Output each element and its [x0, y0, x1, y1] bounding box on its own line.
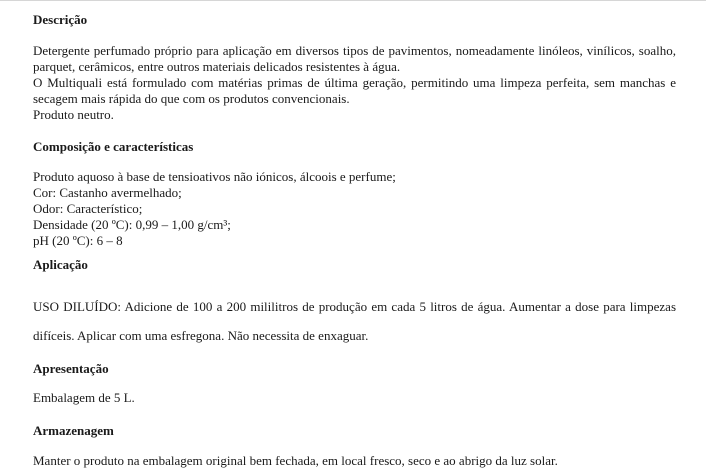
apresentacao-text: Embalagem de 5 L. — [33, 390, 135, 405]
composicao-line: Odor: Característico; — [33, 201, 143, 216]
aplicacao-text: USO DILUÍDO: Adicione de 100 a 200 mililitros de produção em cada 5 litros de água. Aumentar a dose para limpezas difíceis. Aplicar com uma esfregona. Não necessita de enxaguar. — [33, 299, 676, 343]
top-divider — [0, 0, 706, 1]
descricao-paragraph-3: Produto neutro. — [33, 107, 114, 122]
composicao-line: Cor: Castanho avermelhado; — [33, 185, 182, 200]
composicao-line: Densidade (20 ºC): 0,99 – 1,00 g/cm³; — [33, 217, 231, 232]
armazenagem-text: Manter o produto na embalagem original bem fechada, em local fresco, seco e ao abrigo da luz solar. — [33, 453, 558, 468]
composicao-list — [33, 169, 676, 249]
section-heading-apresentacao: Apresentação — [33, 361, 109, 376]
descricao-paragraph-1: Detergente perfumado próprio para aplicação em diversos tipos de pavimentos, nomeadamente linóleos, vinílicos, soalho, parquet, cerâmicos, entre outros materiais delicados resistentes à água. — [33, 43, 676, 74]
section-heading-descricao: Descrição — [33, 12, 88, 27]
section-heading-composicao: Composição e características — [33, 139, 194, 154]
composicao-line: Produto aquoso à base de tensioativos não iónicos, álcoois e perfume; — [33, 169, 396, 184]
section-heading-aplicacao: Aplicação — [33, 257, 88, 272]
section-heading-armazenagem: Armazenagem — [33, 423, 114, 438]
composicao-line: pH (20 ºC): 6 – 8 — [33, 233, 123, 248]
descricao-paragraph-2: O Multiquali está formulado com matérias primas de última geração, permitindo uma limpeza perfeita, sem manchas e secagem mais rápida do que com os produtos convencionais. — [33, 75, 676, 106]
